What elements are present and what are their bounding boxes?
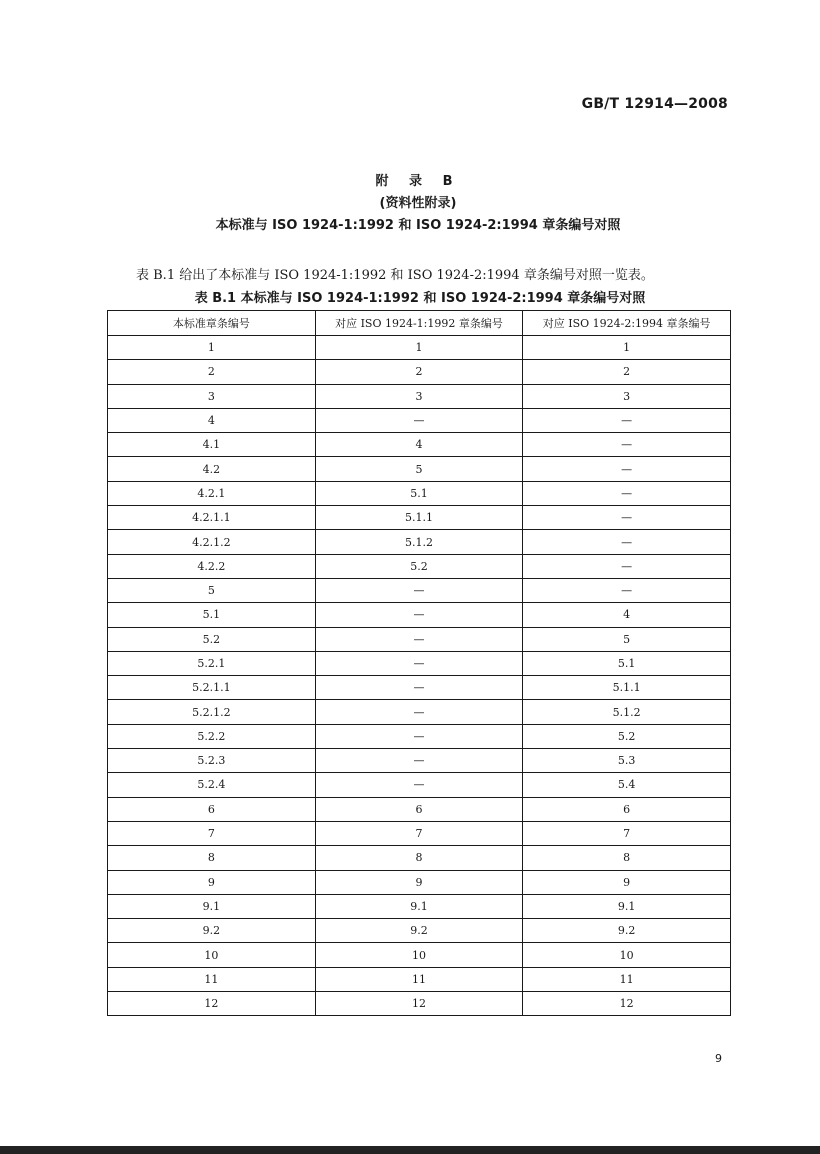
table-cell: — [523,408,731,432]
table-cell: 8 [523,846,731,870]
table-cell: 8 [315,846,523,870]
header-this-standard: 本标准章条编号 [108,311,316,336]
table-cell: 4 [315,433,523,457]
table-cell: 2 [523,360,731,384]
table-row [108,360,731,384]
table-caption: 表 B.1 本标准与 ISO 1924-1:1992 和 ISO 1924-2:1994 章条编号对照 [194,291,646,306]
header-iso-1924-2: 对应 ISO 1924-2:1994 章条编号 [523,311,731,336]
table-cell: 12 [108,992,316,1016]
table-cell: 7 [315,821,523,845]
scan-bottom-edge [0,1146,820,1154]
table-cell: 3 [315,384,523,408]
table-row [108,457,731,481]
table-row [108,578,731,602]
table-cell: 5.2.4 [108,773,316,797]
table-row [108,506,731,530]
table-row [108,530,731,554]
table-row [108,894,731,918]
table-cell: 3 [108,384,316,408]
table-row [108,724,731,748]
table-cell: — [315,676,523,700]
table-cell: 6 [315,797,523,821]
table-cell: — [315,603,523,627]
table-row [108,846,731,870]
table-cell: — [315,651,523,675]
table-cell: 5 [523,627,731,651]
annex-heading: 本标准与 ISO 1924-1:1992 和 ISO 1924-2:1994 章条编号对照 [215,218,621,233]
table-cell: 5.2 [523,724,731,748]
table-cell: 5.1.2 [523,700,731,724]
table-cell: 4 [523,603,731,627]
table-cell: — [523,530,731,554]
table-cell: 4.2.1.1 [108,506,316,530]
table-row [108,870,731,894]
table-cell: 9.2 [315,919,523,943]
table-row [108,481,731,505]
table-cell: 4.1 [108,433,316,457]
table-row [108,651,731,675]
table-row [108,433,731,457]
table-header-row [108,311,731,336]
table-cell: 12 [523,992,731,1016]
table-row [108,821,731,845]
table-cell: — [315,578,523,602]
table-cell: 9.2 [523,919,731,943]
table-cell: 5.2 [108,627,316,651]
table-row [108,992,731,1016]
table-cell: 2 [108,360,316,384]
table-cell: — [523,457,731,481]
comparison-table [107,310,731,1016]
table-cell: 1 [108,336,316,360]
table-cell: 6 [523,797,731,821]
table-cell: 5.3 [523,749,731,773]
table-cell: 5.2.3 [108,749,316,773]
table-cell: 12 [315,992,523,1016]
table-cell: — [523,578,731,602]
table-cell: 7 [523,821,731,845]
header-iso-1924-1: 对应 ISO 1924-1:1992 章条编号 [315,311,523,336]
table-body [108,336,731,1016]
table-cell: 8 [108,846,316,870]
table-row [108,797,731,821]
table-cell: — [523,554,731,578]
table-row [108,384,731,408]
standard-code: GB/T 12914—2008 [581,96,728,112]
table-cell: 10 [315,943,523,967]
table-row [108,676,731,700]
table-cell: 5.1 [523,651,731,675]
table-cell: 5.2.1 [108,651,316,675]
table-cell: 7 [108,821,316,845]
table-row [108,749,731,773]
table-cell: 5 [108,578,316,602]
table-cell: 9.1 [108,894,316,918]
table-cell: 11 [315,967,523,991]
table-cell: 11 [523,967,731,991]
table-cell: 10 [523,943,731,967]
annex-subtitle: (资料性附录) [379,196,457,211]
table-cell: 2 [315,360,523,384]
annex-title: 附 录 B [375,174,461,189]
table-cell: 9.2 [108,919,316,943]
table-cell: 11 [108,967,316,991]
table-row [108,408,731,432]
table-row [108,603,731,627]
table-cell: 9 [523,870,731,894]
table-cell: 10 [108,943,316,967]
table-cell: 9.1 [523,894,731,918]
table-row [108,919,731,943]
table-cell: 6 [108,797,316,821]
table-row [108,700,731,724]
table-cell: — [315,700,523,724]
table-cell: 9.1 [315,894,523,918]
table-row [108,967,731,991]
table-cell: 5.1 [108,603,316,627]
table-cell: — [523,433,731,457]
table-cell: 5.2 [315,554,523,578]
table-row [108,336,731,360]
table-cell: — [315,773,523,797]
table-cell: 1 [315,336,523,360]
table-cell: 1 [523,336,731,360]
table-row [108,943,731,967]
table-cell: — [523,481,731,505]
table-cell: 4.2.1 [108,481,316,505]
table-cell: — [523,506,731,530]
table-cell: 3 [523,384,731,408]
table-cell: 5.4 [523,773,731,797]
table-cell: 5.1.2 [315,530,523,554]
table-cell: — [315,749,523,773]
table-cell: 5 [315,457,523,481]
table-cell: 5.1 [315,481,523,505]
table-cell: 5.1.1 [523,676,731,700]
table-cell: 9 [315,870,523,894]
table-row [108,773,731,797]
table-cell: 4.2.1.2 [108,530,316,554]
table-cell: 5.2.1.2 [108,700,316,724]
table-cell: 5.2.1.1 [108,676,316,700]
table-cell: 5.2.2 [108,724,316,748]
table-cell: — [315,724,523,748]
table-cell: — [315,627,523,651]
table-cell: — [315,408,523,432]
table-row [108,627,731,651]
table-cell: 4 [108,408,316,432]
table-cell: 5.1.1 [315,506,523,530]
table-row [108,554,731,578]
table-cell: 4.2.2 [108,554,316,578]
table-cell: 4.2 [108,457,316,481]
table-cell: 9 [108,870,316,894]
page-number: 9 [715,1052,722,1065]
intro-paragraph: 表 B.1 给出了本标准与 ISO 1924-1:1992 和 ISO 1924-2:1994 章条编号对照一览表。 [136,268,654,283]
